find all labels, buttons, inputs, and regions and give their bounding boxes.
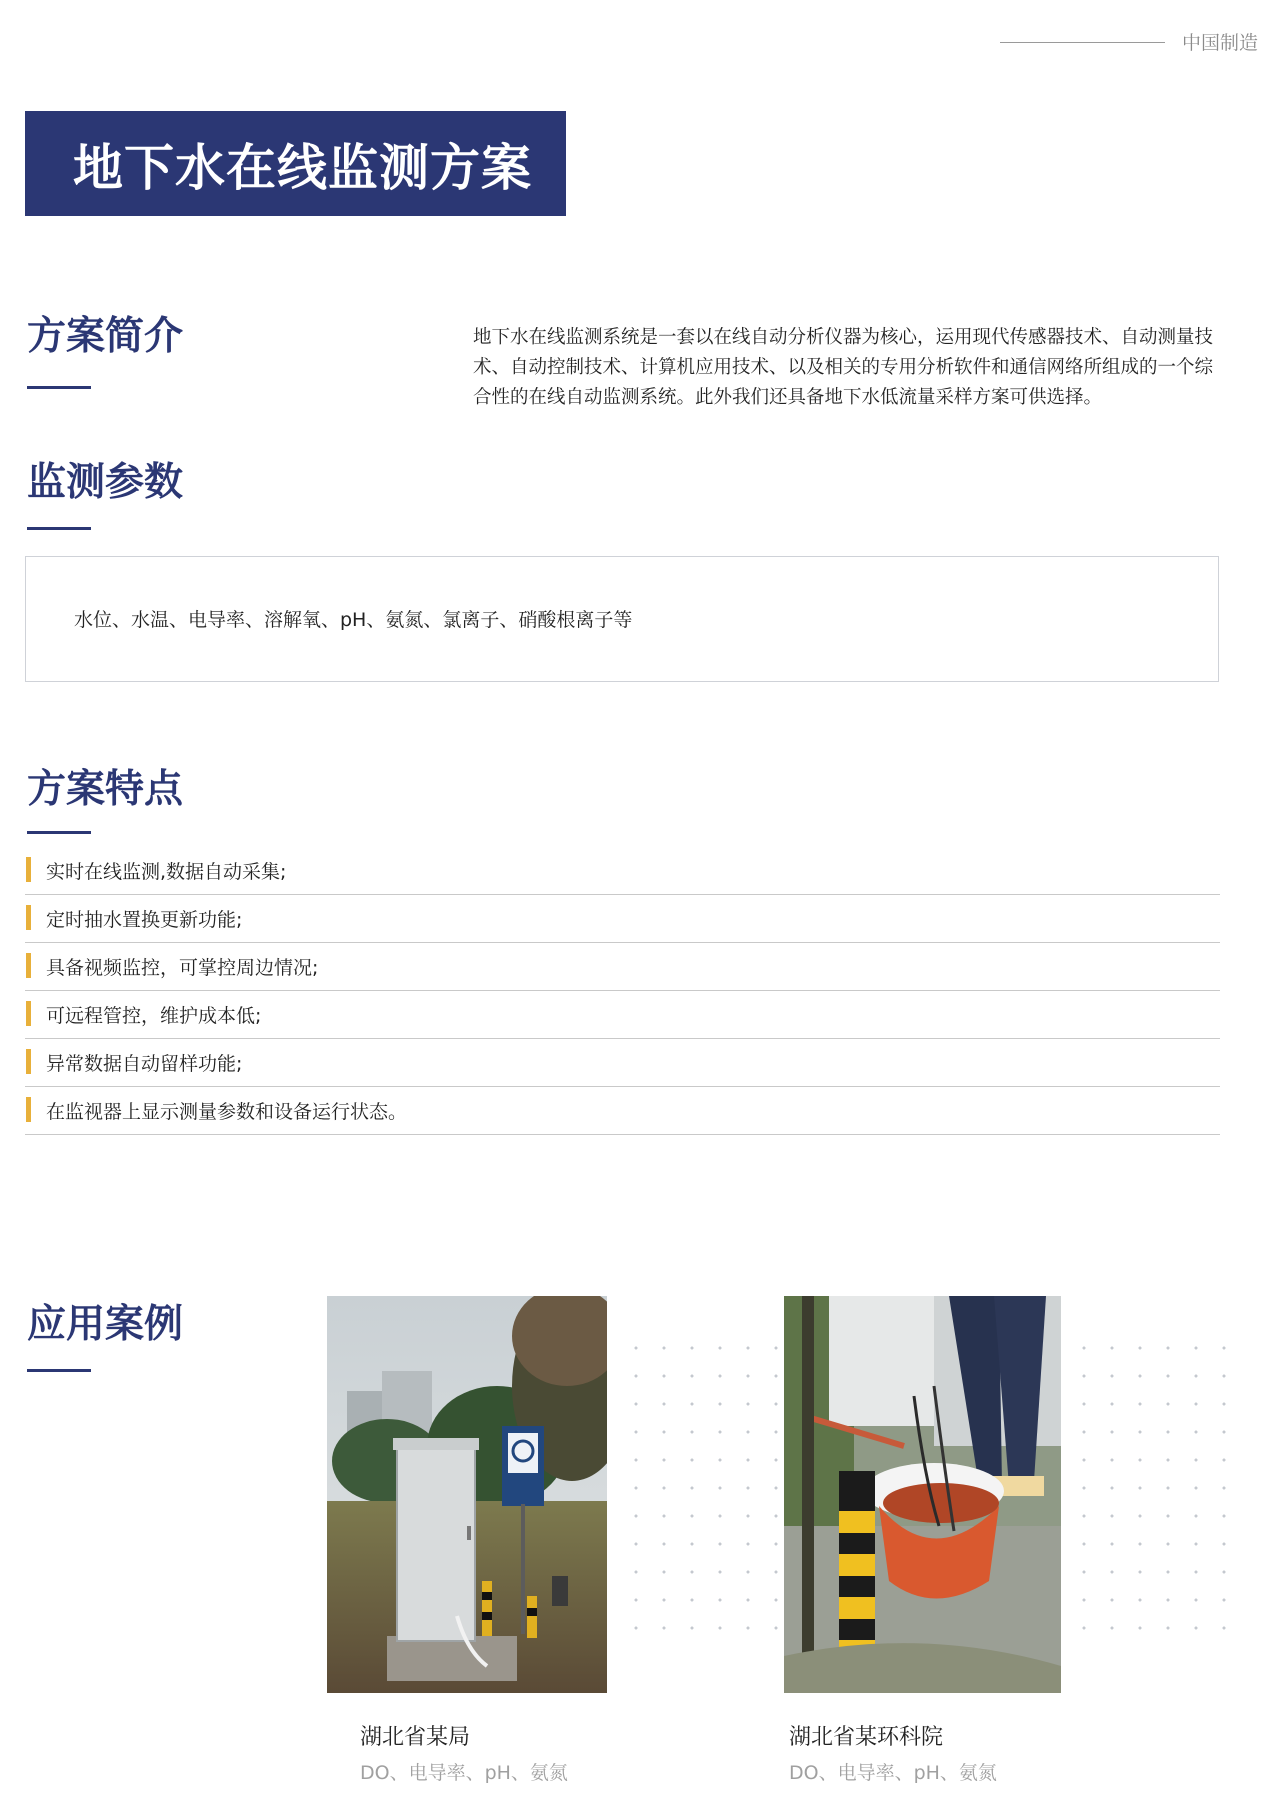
case-name: 湖北省某局: [360, 1725, 471, 1750]
params-text: 水位、水温、电导率、溶解氧、pH、氨氮、氯离子、硝酸根离子等: [74, 609, 633, 631]
probe-photo-illustration: [784, 1296, 1061, 1693]
intro-heading: 方案简介: [27, 314, 184, 359]
case-params: DO、电导率、pH、氨氮: [789, 1762, 997, 1784]
feature-item: [25, 1039, 1220, 1087]
feature-text: 可远程管控，维护成本低;: [46, 1005, 262, 1027]
title-banner: [25, 111, 566, 216]
cabinet-photo-illustration: [327, 1296, 607, 1693]
feature-item: [25, 991, 1220, 1039]
accent-bar: [26, 905, 31, 930]
params-heading-rule: [27, 527, 91, 530]
features-list: [25, 847, 1220, 1135]
page-title: 地下水在线监测方案: [73, 138, 532, 197]
case-params: DO、电导率、pH、氨氮: [360, 1762, 568, 1784]
case-photo-probe: [784, 1296, 1061, 1693]
feature-item: [25, 943, 1220, 991]
case-name: 湖北省某环科院: [789, 1725, 944, 1750]
feature-item: [25, 895, 1220, 943]
params-heading: 监测参数: [27, 460, 184, 505]
feature-item: [25, 1087, 1220, 1135]
accent-bar: [26, 1049, 31, 1074]
feature-item: [25, 847, 1220, 895]
made-in-label: 中国制造: [1182, 32, 1259, 54]
case-photo-cabinet: [327, 1296, 607, 1693]
feature-text: 异常数据自动留样功能;: [46, 1053, 243, 1075]
params-box: [25, 556, 1219, 682]
feature-text: 实时在线监测,数据自动采集;: [46, 861, 287, 883]
accent-bar: [26, 953, 31, 978]
feature-text: 具备视频监控，可掌控周边情况;: [46, 957, 319, 979]
cases-heading-rule: [27, 1369, 91, 1372]
features-heading: 方案特点: [27, 767, 184, 812]
cases-heading: 应用案例: [27, 1302, 184, 1347]
feature-text: 定时抽水置换更新功能;: [46, 909, 243, 931]
header-rule: [1000, 42, 1165, 43]
accent-bar: [26, 857, 31, 882]
dot-pattern: [1070, 1334, 1226, 1652]
dot-pattern: [622, 1334, 778, 1652]
intro-paragraph: 地下水在线监测系统是一套以在线自动分析仪器为核心，运用现代传感器技术、自动测量技术、自动控制技术、计算机应用技术、以及相关的专用分析软件和通信网络所组成的一个综合性的在线自动监测系统。此外我们还具备地下水低流量采样方案可供选择。: [473, 327, 1214, 408]
accent-bar: [26, 1001, 31, 1026]
features-heading-rule: [27, 831, 91, 834]
intro-heading-rule: [27, 386, 91, 389]
accent-bar: [26, 1097, 31, 1122]
feature-text: 在监视器上显示测量参数和设备运行状态。: [46, 1101, 408, 1123]
